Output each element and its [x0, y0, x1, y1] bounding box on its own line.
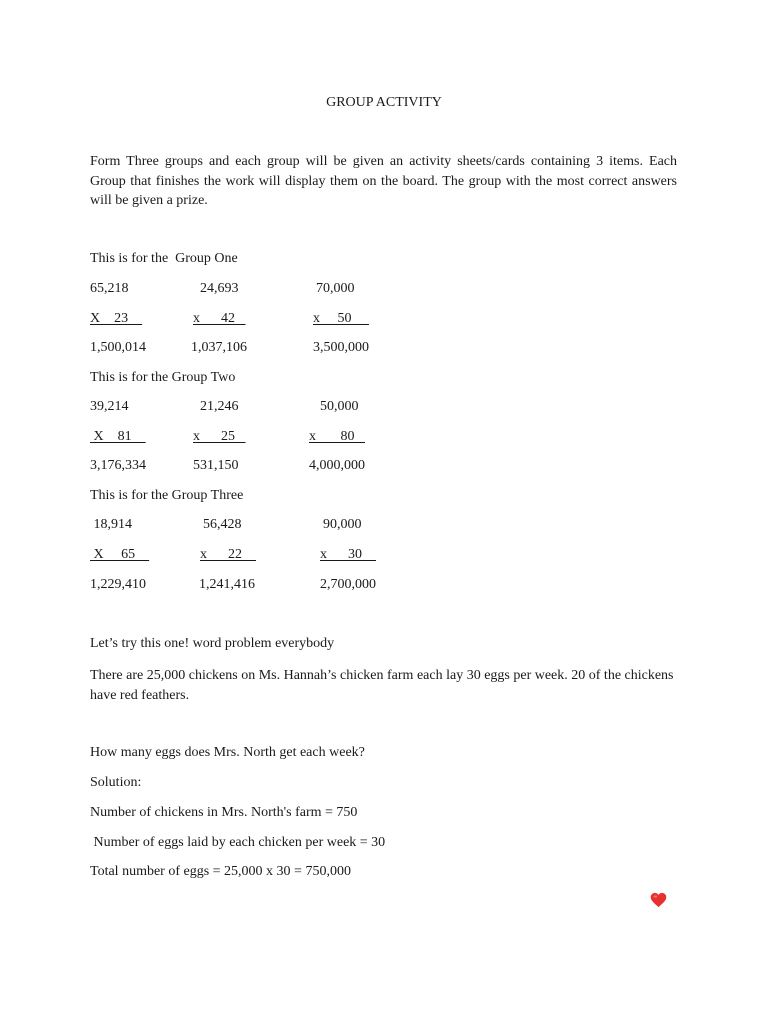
group-two-multiplier-3: x 80	[309, 429, 365, 444]
group-two-heading: This is for the Group Two	[90, 370, 236, 385]
group-one-number-2: 24,693	[200, 281, 239, 296]
group-two-number-1: 39,214	[90, 399, 129, 414]
group-one-answer-2: 1,037,106	[191, 340, 247, 355]
group-one-multiplier-3: x 50	[313, 311, 369, 326]
group-three-number-1: 18,914	[90, 517, 132, 532]
group-one-number-3: 70,000	[316, 281, 355, 296]
group-three-multiplier-1: X 65	[90, 547, 150, 562]
group-one-heading: This is for the Group One	[90, 251, 238, 266]
word-problem-statement: There are 25,000 chickens on Ms. Hannah’s chicken farm each lay 30 eggs per week. 20 of the chickens have red feathers.	[90, 668, 674, 703]
group-two-answer-3: 4,000,000	[309, 458, 365, 473]
intro-paragraph: Form Three groups and each group will be given an activity sheets/cards containing 3 items. Each Group that finishes the work will display them on the board. The group with the most correct answers will be given a prize.	[90, 154, 677, 209]
group-three-multiplier-2: x 22	[200, 547, 256, 562]
group-one-number-1: 65,218	[90, 281, 129, 296]
group-two-multiplier-1: X 81	[90, 429, 146, 444]
group-three-answer-2: 1,241,416	[199, 577, 255, 592]
group-three-answer-3: 2,700,000	[320, 577, 376, 592]
group-two-answer-1: 3,176,334	[90, 458, 146, 473]
group-two-number-2: 21,246	[200, 399, 239, 414]
group-three-answer-1: 1,229,410	[90, 577, 146, 592]
group-one-multiplier-1: X 23	[90, 311, 143, 326]
group-three-heading: This is for the Group Three	[90, 488, 244, 503]
word-problem-intro: Let’s try this one! word problem everybody	[90, 636, 335, 651]
heart-icon	[650, 892, 667, 908]
group-three-number-2: 56,428	[203, 517, 242, 532]
group-two-number-3: 50,000	[320, 399, 359, 414]
group-one-multiplier-2: x 42	[193, 311, 246, 326]
solution-line-1: Number of chickens in Mrs. North's farm = 750	[90, 805, 358, 820]
group-two-multiplier-2: x 25	[193, 429, 246, 444]
group-three-number-3: 90,000	[323, 517, 362, 532]
group-one-answer-3: 3,500,000	[313, 340, 369, 355]
word-problem-question: How many eggs does Mrs. North get each week?	[90, 745, 365, 760]
group-one-answer-1: 1,500,014	[90, 340, 146, 355]
solution-line-3: Total number of eggs = 25,000 x 30 = 750,000	[90, 864, 351, 879]
group-three-multiplier-3: x 30	[320, 547, 376, 562]
solution-line-2: Number of eggs laid by each chicken per week = 30	[90, 835, 386, 850]
group-two-answer-2: 531,150	[193, 458, 239, 473]
solution-label: Solution:	[90, 775, 142, 790]
page-title: GROUP ACTIVITY	[326, 95, 442, 110]
